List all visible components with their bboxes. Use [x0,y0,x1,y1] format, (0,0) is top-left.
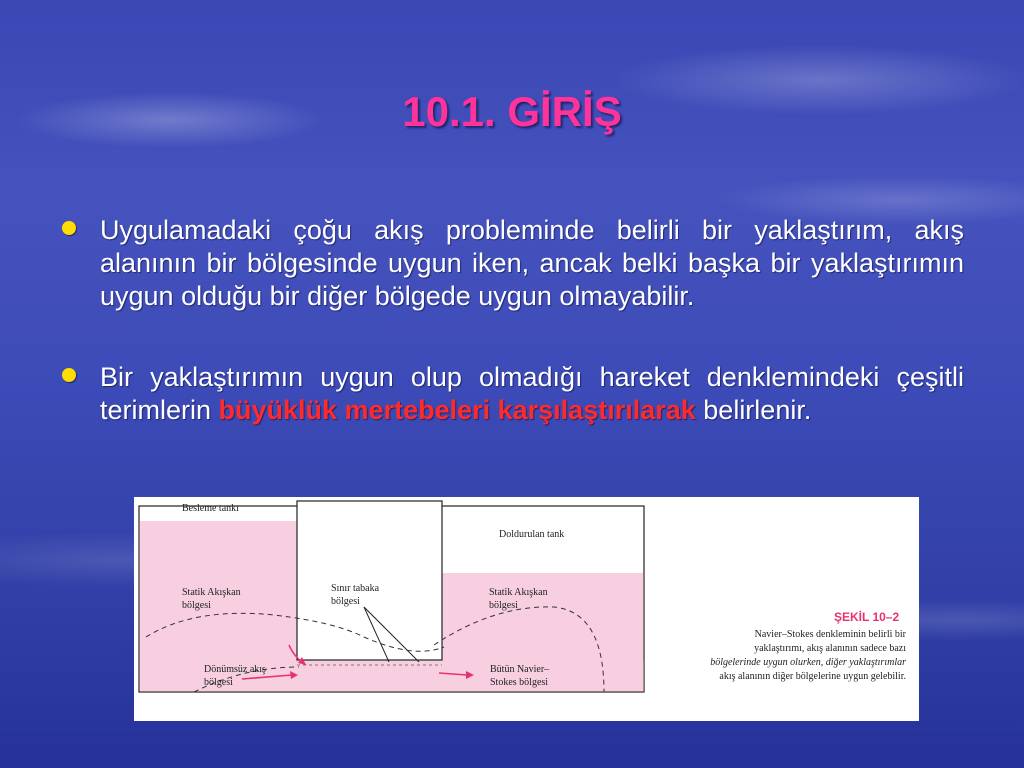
bullet-dot-icon [62,221,76,235]
bullet-item [62,361,964,427]
caption-line: Navier–Stokes denkleminin belirli bir [754,629,906,640]
bullet-list [62,214,964,427]
bullet-text-end: belirlenir. [695,395,812,425]
navier-stokes-region-label: Bütün Navier– [490,664,550,675]
figure-caption [660,628,906,684]
highlighted-term: büyüklük mertebeleri karşılaştırılarak [218,395,696,425]
figure-caption-title: ŞEKİL 10–2 [834,610,900,624]
inviscid-region-label: Dönümsüz akış [204,664,266,675]
static-region-left-label: Statik Akışkan [182,587,241,598]
static-region-right-label: bölgesi [489,600,518,611]
static-region-right-label: Statik Akışkan [489,587,548,598]
bullet-dot-icon [62,368,76,382]
caption-line: yaklaştırımı, akış alanının sadece bazı [754,643,906,654]
bullet-text: Bir yaklaştırımın uygun olup olmadığı hareket denklemindeki çeşitli terimlerin [100,362,964,425]
filled-tank-label: Doldurulan tank [499,529,565,540]
inviscid-region-label: bölgesi [204,677,233,688]
boundary-layer-label: bölgesi [331,596,360,607]
flow-regions-figure [134,497,919,721]
caption-line: akış alanının diğer bölgelerine uygun gelebilir. [719,671,906,682]
feed-tank-label: Besleme tankı [182,503,239,514]
separator-block [297,501,442,660]
boundary-layer-label: Sınır tabaka [331,583,380,594]
static-region-left-label: bölgesi [182,600,211,611]
bullet-item [62,214,964,313]
navier-stokes-region-label: Stokes bölgesi [490,677,549,688]
slide-title: 10.1. GİRİŞ [402,88,622,135]
caption-line: bölgelerinde uygun olurken, diğer yaklaştırımlar [710,657,906,668]
bullet-text: Uygulamadaki çoğu akış probleminde belirli bir yaklaştırım, akış alanının bir bölgesinde uygun iken, ancak belki başka bir yaklaştırımın uygun olduğu bir diğer bölgede uygun olmayabilir. [100,215,964,311]
